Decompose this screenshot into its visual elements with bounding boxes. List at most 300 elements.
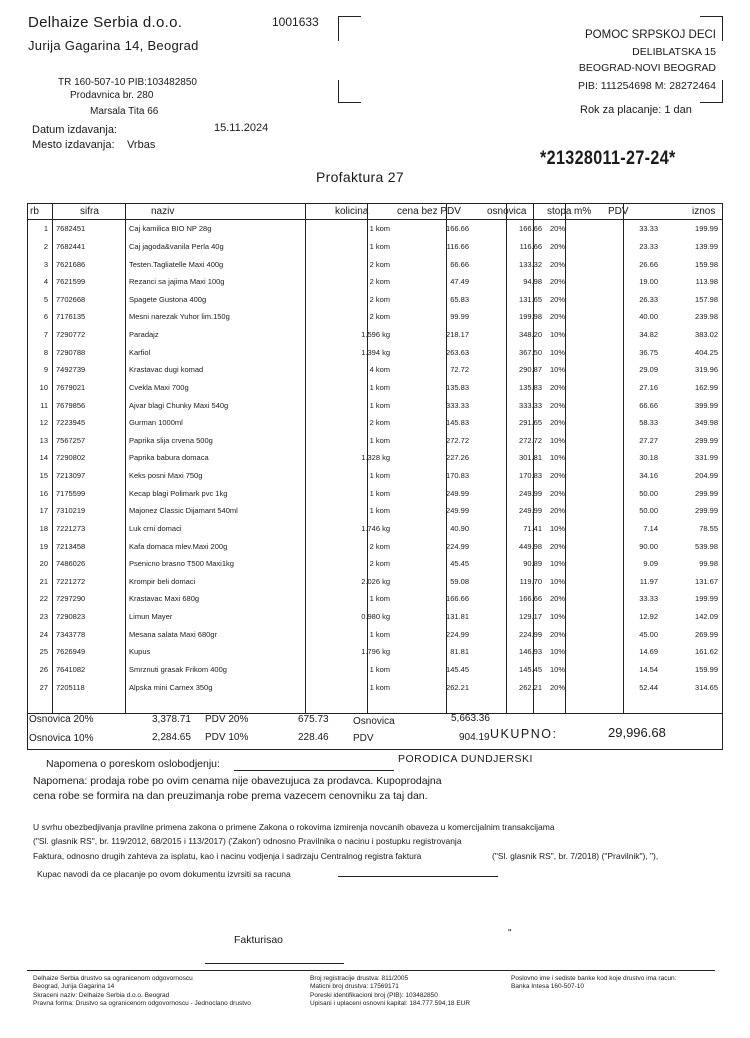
cell-naziv: Paradajz	[129, 330, 159, 340]
cell-rb: 19	[39, 541, 48, 551]
cell-rb: 21	[39, 576, 48, 586]
table-rule	[305, 203, 306, 713]
seller-address: Jurija Gagarina 14, Beograd	[28, 38, 199, 53]
legal-line-3b: ("Sl. glasnik RS", br. 7/2018) ("Pravilnik"), "),	[492, 851, 659, 861]
table-row	[27, 643, 722, 661]
payment-term: Rok za placanje: 1 dan	[580, 104, 692, 116]
cell-rb: 9	[43, 365, 48, 375]
cell-naziv: Mesni narezak Yuhor lim.150g	[129, 312, 230, 322]
table-rule	[125, 203, 126, 713]
cell-sifra: 7176135	[56, 312, 86, 322]
table-row	[27, 379, 722, 397]
cell-cena: 218.17	[446, 330, 469, 340]
cell-sifra: 7310219	[56, 506, 86, 516]
cell-stopa: 10%	[550, 664, 566, 674]
cell-kolicina: 2 kom	[369, 294, 390, 304]
cell-pdv: 26.33	[639, 294, 658, 304]
recipient-note: PORODICA DUNDJERSKI	[398, 753, 533, 765]
cell-rb: 27	[39, 682, 48, 692]
cell-osnovica: 166.66	[519, 594, 542, 604]
table-row	[27, 484, 722, 502]
cell-stopa: 20%	[550, 594, 566, 604]
cell-naziv: Krompir beli domaci	[129, 576, 196, 586]
col-kolicina: kolicina	[305, 204, 394, 220]
cell-stopa: 10%	[550, 453, 566, 463]
cell-cena: 227.26	[446, 453, 469, 463]
table-rule	[27, 203, 28, 750]
items-body	[27, 220, 722, 696]
cell-sifra: 7621599	[56, 277, 86, 287]
cell-cena: 72.72	[450, 365, 469, 375]
table-row	[27, 449, 722, 467]
cell-sifra: 7492739	[56, 365, 86, 375]
footer-registration	[310, 975, 470, 1008]
cell-stopa: 20%	[550, 541, 566, 551]
cell-m	[572, 555, 604, 573]
cell-stopa: 10%	[550, 523, 566, 533]
cell-pdv: 30.18	[639, 453, 658, 463]
cell-cena: 131.81	[446, 612, 469, 622]
cell-cena: 47.49	[450, 277, 469, 287]
cell-kolicina: 1 kom	[369, 382, 390, 392]
account-line	[338, 876, 498, 877]
table-row	[27, 520, 722, 538]
cell-stopa: 20%	[550, 382, 566, 392]
cell-naziv: Luk crni domaci	[129, 523, 182, 533]
footer-registration-line: Upisani i uplaceni osnovni kapital: 184.777.594,18 EUR	[310, 999, 471, 1007]
cell-pdv: 19.00	[639, 277, 658, 287]
cell-iznos: 299.99	[695, 506, 718, 516]
cell-rb: 14	[39, 453, 48, 463]
table-row	[27, 343, 722, 361]
table-row	[27, 661, 722, 679]
col-m: m%	[572, 204, 604, 220]
cell-iznos: 383.02	[695, 330, 718, 340]
cell-kolicina: 1 kom	[369, 471, 390, 481]
cell-stopa: 20%	[550, 241, 566, 251]
cell-kolicina: 1 kom	[369, 488, 390, 498]
osnovica-value: 5,663.36	[451, 713, 490, 724]
col-rb: rb	[27, 204, 52, 220]
cell-stopa: 10%	[550, 365, 566, 375]
cell-sifra: 7679856	[56, 400, 86, 410]
cell-pdv: 33.33	[639, 594, 658, 604]
cell-rb: 5	[43, 294, 48, 304]
col-iznos: iznos	[662, 204, 722, 220]
cell-osnovica: 166.66	[519, 224, 542, 234]
cell-kolicina: 1.746 kg	[361, 523, 390, 533]
col-sifra: sifra	[52, 204, 125, 220]
cell-naziv: Rezanci sa jajima Maxi 100g	[129, 277, 225, 287]
table-rule	[446, 203, 447, 713]
ukupno-label: UKUPNO:	[490, 727, 558, 741]
cell-sifra: 7567257	[56, 435, 86, 445]
legal-line-2: ("Sl. glasnik RS", br. 119/2012, 68/2015 i 113/2017) ('Zakon') odnosno Pravilnika o nacinu i postupku registrovanja	[33, 836, 462, 846]
cell-sifra: 7213458	[56, 541, 86, 551]
cell-sifra: 7290772	[56, 330, 86, 340]
cell-m	[572, 449, 604, 467]
cell-cena: 249.99	[446, 506, 469, 516]
cell-iznos: 299.99	[695, 435, 718, 445]
cell-stopa: 20%	[550, 418, 566, 428]
cell-naziv: Kupus	[129, 647, 151, 657]
table-row	[27, 678, 722, 696]
pdv-label: PDV	[353, 733, 374, 744]
cell-sifra: 7682441	[56, 241, 86, 251]
cell-sifra: 7682451	[56, 224, 86, 234]
osnovica-label: Osnovica	[353, 716, 395, 727]
table-row	[27, 432, 722, 450]
cell-kolicina: 1 kom	[369, 435, 390, 445]
cell-kolicina: 1 kom	[369, 241, 390, 251]
cell-iznos: 404.25	[695, 347, 718, 357]
cell-iznos: 199.99	[695, 224, 718, 234]
items-table	[27, 203, 722, 696]
seller-company-name: Delhaize Serbia d.o.o.	[28, 14, 183, 31]
footer-rule	[27, 970, 715, 971]
table-row	[27, 273, 722, 291]
cell-stopa: 10%	[550, 647, 566, 657]
cell-iznos: 159.99	[695, 664, 718, 674]
cell-cena: 40.90	[450, 523, 469, 533]
table-row	[27, 590, 722, 608]
cell-naziv: Majonez Classic Dijamant 540ml	[129, 506, 238, 516]
cell-cena: 166.66	[446, 594, 469, 604]
cell-iznos: 239.98	[695, 312, 718, 322]
cell-cena: 224.99	[446, 629, 469, 639]
cell-m	[572, 643, 604, 661]
cell-naziv: Gurman 1000ml	[129, 418, 183, 428]
cell-iznos: 131.67	[695, 576, 718, 586]
cell-stopa: 20%	[550, 294, 566, 304]
osnovica20-label: Osnovica 20%	[29, 714, 94, 725]
col-pdv: PDV	[604, 204, 662, 220]
cell-naziv: Paprika slija crvena 500g	[129, 435, 213, 445]
table-row	[27, 255, 722, 273]
osnovica10-value: 2,284.65	[152, 732, 191, 743]
cell-iznos: 113.98	[695, 277, 718, 287]
footer-company-line: Skraceni naziv: Delhaize Serbia d.o.o. Beograd	[33, 991, 170, 999]
cell-m	[572, 255, 604, 273]
cell-stopa: 20%	[550, 277, 566, 287]
cell-sifra: 7221273	[56, 523, 86, 533]
table-row	[27, 220, 722, 238]
footer-company-line: Pravna forma: Drustvo sa ogranicenom odgovornoscu - Jednoclano drustvo	[33, 999, 251, 1007]
cell-osnovica: 133.32	[519, 259, 542, 269]
table-row	[27, 467, 722, 485]
cell-naziv: Spagete Gustona 400g	[129, 294, 207, 304]
cell-rb: 22	[39, 594, 48, 604]
footer-registration-line: Broj registracije drustva: 811/2005	[310, 975, 409, 982]
cell-cena: 45.45	[450, 559, 469, 569]
cell-kolicina: 4 kom	[369, 365, 390, 375]
cell-stopa: 20%	[550, 312, 566, 322]
cell-sifra: 7679021	[56, 382, 86, 392]
cell-naziv: Cvekla Maxi 700g	[129, 382, 189, 392]
signature-line	[205, 963, 344, 964]
cell-iznos: 539.98	[695, 541, 718, 551]
cell-rb: 2	[43, 241, 48, 251]
cell-osnovica: 367.50	[519, 347, 542, 357]
cell-naziv: Psenicno brasno T500 Maxi1kg	[129, 559, 234, 569]
cell-pdv: 26.66	[639, 259, 658, 269]
cell-osnovica: 348.20	[519, 330, 542, 340]
table-row	[27, 608, 722, 626]
cell-sifra: 7223945	[56, 418, 86, 428]
cell-m	[572, 291, 604, 309]
cell-rb: 23	[39, 612, 48, 622]
cell-stopa: 20%	[550, 682, 566, 692]
buyer-frame-top-left	[338, 16, 361, 41]
cell-osnovica: 131.65	[519, 294, 542, 304]
cell-iznos: 319.96	[695, 365, 718, 375]
cell-pdv: 66.66	[639, 400, 658, 410]
seller-store: Prodavnica br. 280	[70, 90, 154, 101]
footer-registration-line: Maticni broj drustva: 17569171	[310, 983, 399, 991]
cell-kolicina: 2 kom	[369, 277, 390, 287]
cell-stopa: 10%	[550, 347, 566, 357]
cell-pdv: 11.97	[639, 576, 658, 586]
cell-iznos: 159.98	[695, 259, 718, 269]
osnovica20-value: 3,378.71	[152, 714, 191, 725]
cell-sifra: 7626949	[56, 647, 86, 657]
cell-m	[572, 573, 604, 591]
cell-kolicina: 1 kom	[369, 682, 390, 692]
cell-sifra: 7205118	[56, 682, 85, 692]
cell-pdv: 50.00	[639, 506, 658, 516]
cell-m	[572, 220, 604, 238]
cell-stopa: 10%	[550, 435, 566, 445]
cell-sifra: 7641082	[56, 664, 86, 674]
cell-pdv: 52.44	[639, 682, 658, 692]
cell-m	[572, 625, 604, 643]
table-row	[27, 238, 722, 256]
cell-sifra: 7343778	[56, 629, 86, 639]
cell-naziv: Ajvar blagi Chunky Maxi 540g	[129, 400, 229, 410]
cell-osnovica: 170.83	[519, 471, 542, 481]
buyer-street: DELIBLATSKA 15	[632, 46, 716, 58]
cell-naziv: Kecap blagi Polimark pvc 1kg	[129, 488, 228, 498]
tax-exempt-label: Napomena o poreskom oslobodjenju:	[46, 758, 220, 770]
cell-pdv: 12.92	[639, 612, 658, 622]
cell-iznos: 139.99	[695, 241, 718, 251]
tax-exempt-line	[234, 770, 394, 771]
cell-osnovica: 199.98	[519, 312, 542, 322]
cell-iznos: 162.99	[695, 382, 718, 392]
cell-pdv: 14.54	[639, 664, 658, 674]
cell-rb: 11	[40, 400, 48, 410]
cell-kolicina: 0.980 kg	[361, 612, 390, 622]
table-row	[27, 291, 722, 309]
cell-osnovica: 290.87	[519, 365, 542, 375]
cell-pdv: 14.69	[639, 647, 658, 657]
cell-sifra: 7702668	[56, 294, 86, 304]
buyer-frame-bottom-left	[338, 80, 361, 103]
cell-rb: 13	[39, 435, 48, 445]
table-row	[27, 502, 722, 520]
footer-bank-line: Banka Intesa 160-507-10	[511, 983, 584, 991]
cell-m	[572, 502, 604, 520]
cell-cena: 135.83	[446, 382, 469, 392]
cell-kolicina: 2 kom	[369, 541, 390, 551]
cell-iznos: 99.98	[699, 559, 718, 569]
buyer-city: BEOGRAD-NOVI BEOGRAD	[578, 62, 716, 74]
table-rule	[52, 203, 53, 713]
cell-cena: 333.33	[446, 400, 469, 410]
table-row	[27, 308, 722, 326]
cell-iznos: 78.55	[699, 523, 718, 533]
items-header-row	[27, 204, 722, 220]
cell-stopa: 10%	[550, 330, 566, 340]
cell-osnovica: 249.99	[519, 488, 542, 498]
issue-place: Vrbas	[127, 139, 156, 151]
cell-sifra: 7221272	[56, 576, 86, 586]
cell-cena: 66.66	[450, 259, 469, 269]
cell-kolicina: 1.796 kg	[361, 647, 390, 657]
ukupno-value: 29,996.68	[608, 725, 666, 740]
cell-pdv: 29.09	[639, 365, 658, 375]
cell-osnovica: 224.99	[519, 629, 542, 639]
col-cena: cena bez PDV	[394, 204, 473, 220]
cell-iznos: 269.99	[695, 629, 718, 639]
table-rule	[533, 203, 534, 713]
cell-pdv: 40.00	[639, 312, 658, 322]
cell-kolicina: 1 kom	[369, 400, 390, 410]
cell-osnovica: 301.81	[519, 453, 542, 463]
cell-rb: 6	[43, 312, 48, 322]
footer-company	[33, 975, 251, 1008]
cell-cena: 145.45	[446, 664, 469, 674]
cell-m	[572, 326, 604, 344]
cell-pdv: 23.33	[639, 241, 658, 251]
col-osnovica: osnovica	[473, 204, 546, 220]
pdv-value: 904.19	[459, 732, 490, 743]
cell-osnovica: 272.72	[519, 435, 542, 445]
cell-m	[572, 414, 604, 432]
cell-iznos: 199.99	[695, 594, 718, 604]
cell-kolicina: 1 kom	[369, 629, 390, 639]
footer-company-line: Beograd, Jurija Gagarina 14	[33, 983, 115, 991]
cell-kolicina: 2 kom	[369, 259, 390, 269]
cell-cena: 224.99	[446, 541, 469, 551]
cell-sifra: 7175599	[56, 488, 86, 498]
cell-osnovica: 116.66	[519, 241, 542, 251]
table-row	[27, 396, 722, 414]
cell-osnovica: 262.21	[519, 682, 542, 692]
cell-m	[572, 537, 604, 555]
cell-sifra: 7213097	[56, 471, 86, 481]
cell-rb: 26	[39, 664, 48, 674]
cell-rb: 8	[43, 347, 48, 357]
cell-rb: 20	[39, 559, 48, 569]
cell-iznos: 161.62	[695, 647, 718, 657]
cell-iznos: 142.09	[695, 612, 718, 622]
footer-bank	[511, 975, 676, 992]
cell-m	[572, 678, 604, 696]
legal-line-1: U svrhu obezbedjivanja pravilne primena zakona o primene Zakona o rokovima izmirenja novcanih obaveza u komercijalnim transakcijama	[33, 822, 555, 832]
cell-stopa: 20%	[550, 471, 566, 481]
cell-naziv: Krastavac Maxi 680g	[129, 594, 200, 604]
cell-stopa: 20%	[550, 506, 566, 516]
cell-kolicina: 1 kom	[369, 224, 390, 234]
cell-rb: 24	[39, 629, 48, 639]
cell-pdv: 50.00	[639, 488, 658, 498]
table-row	[27, 414, 722, 432]
cell-cena: 59.08	[450, 576, 469, 586]
cell-sifra: 7290788	[56, 347, 86, 357]
buyer-name: POMOC SRPSKOJ DECI	[585, 29, 716, 41]
fakturisao-label: Fakturisao	[234, 934, 284, 946]
cell-osnovica: 129.17	[519, 612, 542, 622]
table-rule	[623, 203, 624, 713]
cell-osnovica: 119.70	[519, 576, 542, 586]
cell-kolicina: 1 kom	[369, 594, 390, 604]
cell-naziv: Limun Mayer	[129, 612, 173, 622]
legal-line-4: Kupac navodi da ce placanje po ovom dokumentu izvrsiti sa racuna	[37, 869, 291, 879]
cell-m	[572, 520, 604, 538]
cell-rb: 18	[39, 523, 48, 533]
cell-m	[572, 467, 604, 485]
table-row	[27, 573, 722, 591]
cell-stopa: 20%	[550, 629, 566, 639]
cell-osnovica: 135.83	[519, 382, 542, 392]
document-title: Profaktura 27	[316, 169, 404, 185]
cell-osnovica: 333.33	[519, 400, 542, 410]
cell-cena: 166.66	[446, 224, 469, 234]
cell-rb: 16	[39, 488, 48, 498]
cell-m	[572, 308, 604, 326]
cell-cena: 145.83	[446, 418, 469, 428]
cell-iznos: 299.99	[695, 488, 718, 498]
table-row	[27, 326, 722, 344]
cell-naziv: Keks posni Maxi 750g	[129, 471, 203, 481]
cell-osnovica: 249.99	[519, 506, 542, 516]
cell-iznos: 314.65	[695, 682, 718, 692]
cell-kolicina: 1 kom	[369, 664, 390, 674]
pdv10-value: 228.46	[298, 732, 329, 743]
cell-kolicina: 1.394 kg	[361, 347, 390, 357]
cell-cena: 263.63	[446, 347, 469, 357]
cell-osnovica: 90.89	[523, 559, 542, 569]
cell-stopa: 10%	[550, 559, 566, 569]
document-number: 1001633	[272, 15, 319, 29]
cell-pdv: 34.82	[639, 330, 658, 340]
cell-naziv: Paprika babura domaca	[129, 453, 209, 463]
cell-kolicina: 2 kom	[369, 559, 390, 569]
cell-rb: 17	[39, 506, 48, 516]
cell-pdv: 34.16	[639, 471, 658, 481]
cell-m	[572, 238, 604, 256]
seller-store-address: Marsala Tita 66	[90, 106, 159, 117]
cell-pdv: 27.27	[639, 435, 658, 445]
cell-rb: 7	[43, 330, 48, 340]
cell-osnovica: 94.98	[523, 277, 542, 287]
table-rule	[565, 203, 566, 713]
cell-sifra: 7621686	[56, 259, 86, 269]
seller-tr-pib: TR 160-507-10 PIB:103482850	[58, 77, 197, 88]
footer-company-line: Delhaize Serbia drustvo sa ogranicenom odgovornoscu	[33, 975, 193, 982]
pdv20-label: PDV 20%	[205, 714, 249, 725]
cell-kolicina: 2.026 kg	[361, 576, 390, 586]
cell-stopa: 20%	[550, 224, 566, 234]
buyer-ids: PIB: 111254698 M: 28272464	[578, 80, 716, 92]
cell-pdv: 45.00	[639, 629, 658, 639]
cell-sifra: 7486026	[56, 559, 86, 569]
issue-date: 15.11.2024	[214, 122, 269, 134]
cell-cena: 249.99	[446, 488, 469, 498]
cell-m	[572, 484, 604, 502]
cell-naziv: Caj jagoda&vanila Perla 40g	[129, 241, 224, 251]
